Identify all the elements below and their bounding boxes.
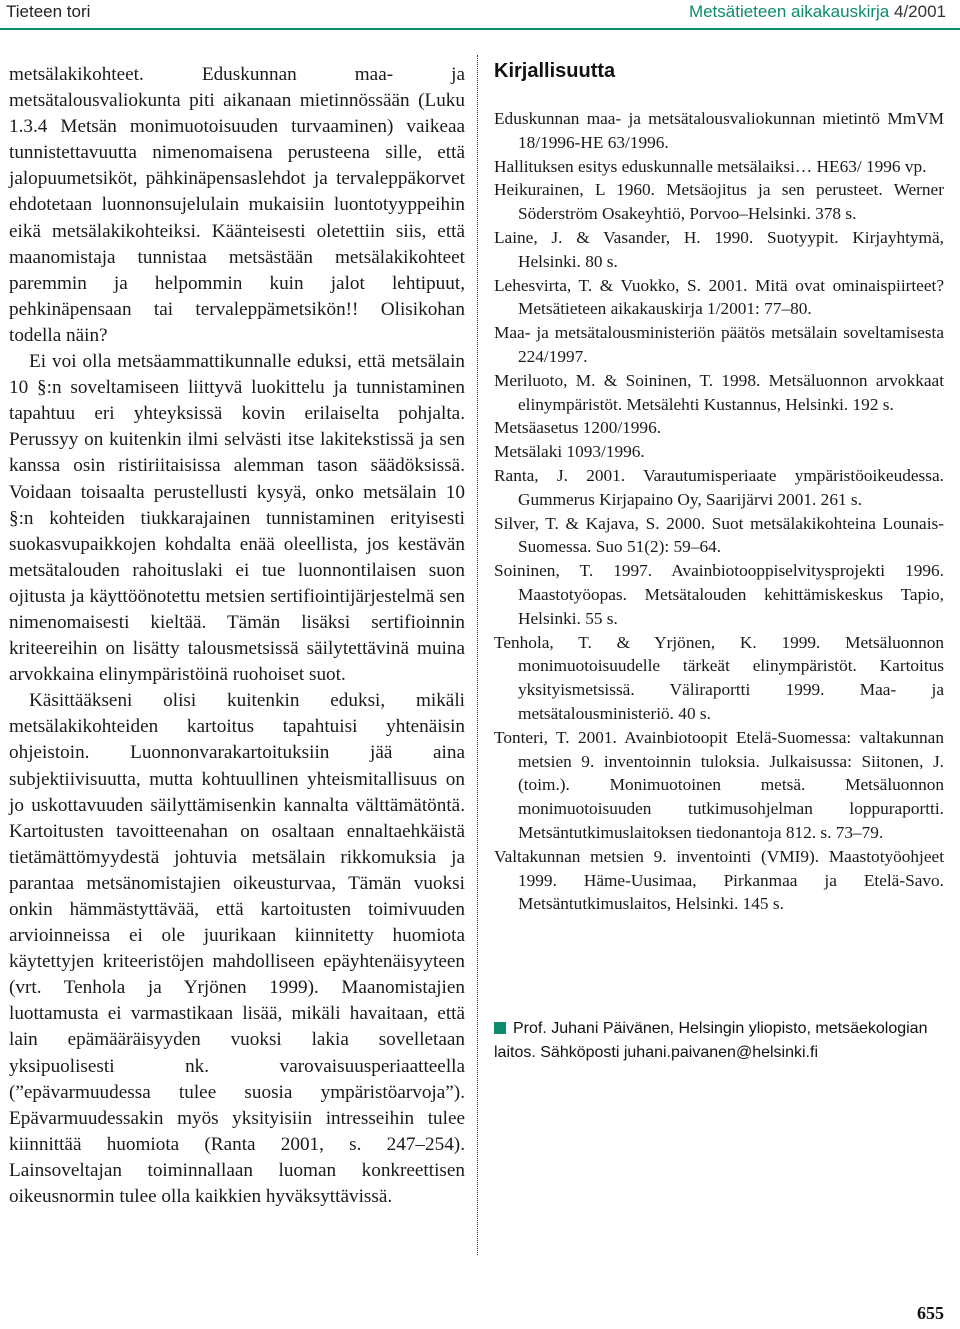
reference-item: Maa- ja metsätalousministeriön päätös metsälain soveltamisesta 224/1997. bbox=[494, 323, 944, 366]
journal-issue: 4/2001 bbox=[889, 2, 946, 21]
body-paragraph: Ei voi olla metsäammattikunnalle eduksi, että metsälain 10 §:n soveltamiseen liittyvä luokittelu ja tunnistaminen tapahtuu eri yhteyksissä kovin erilaiselta pohjalta. Perussyy on kuitenkin ilmi selvästi itse lakitekstissä ja sen kanssa osin ristiriitaisissa alemman tason säädöksissä. Voidaan toisaalta perustellusti kysyä, onko metsälain 10 §:n kohteiden tiukkarajainen tunnistaminen erityisesti suokasvupaikkojen kohdalta enää oleellista, jos kestävän metsätalouden rahoituslaki ei tue luonnontilaisen suon ojitusta ja käyttöönotettu metsien sertifiointijärjestelmä sen nimenomaisesti kieltää. Tämän lisäksi sertifioinnin kriteereihin on lisätty talousmetsissä säilytettävinä muina arvokkaina elinympäristöinä ruohoiset suot. bbox=[9, 351, 465, 686]
reference-item: Valtakunnan metsien 9. inventointi (VMI9). Maastotyöohjeet 1999. Häme-Uusimaa, Pirkanmaa ja Etelä-Savo. Metsäntutkimuslaitos, Helsinki. 145 s. bbox=[494, 846, 944, 914]
references-column bbox=[494, 60, 944, 916]
reference-item: Silver, T. & Kajava, S. 2000. Suot metsälakikohteina Lounais-Suomessa. Suo 51(2): 59–64. bbox=[494, 513, 944, 557]
author-note-text: Prof. Juhani Päivänen, Helsingin yliopisto, metsäekologian laitos. Sähköposti juhani.paivanen@helsinki.fi bbox=[494, 1020, 928, 1061]
main-text-column bbox=[9, 62, 465, 1210]
reference-item: Metsälaki 1093/1996. bbox=[494, 442, 645, 462]
square-bullet-icon bbox=[494, 1022, 506, 1034]
reference-item: Soininen, T. 1997. Avainbiotooppiselvitysprojekti 1996. Maastotyöopas. Metsätalouden kehittämiskeskus Tapio, Helsinki. 55 s. bbox=[494, 561, 944, 628]
page-number: 655 bbox=[917, 1303, 944, 1323]
section-label: Tieteen tori bbox=[6, 2, 91, 21]
author-note bbox=[494, 1017, 946, 1064]
reference-item: Meriluoto, M. & Soininen, T. 1998. Metsäluonnon arvokkaat elinympäristöt. Metsälehti Kustannus, Helsinki. 192 s. bbox=[494, 370, 944, 414]
reference-item: Eduskunnan maa- ja metsätalousvaliokunnan mietintö MmVM 18/1996-HE 63/1996. bbox=[494, 109, 944, 152]
reference-item: Tonteri, T. 2001. Avainbiotoopit Etelä-Suomessa: valtakunnan metsien 9. inventoinnin tuloksia. Julkaisussa: Siitonen, J. (toim.). Monimuotoinen metsä. Metsäluonnon monimuotoisuuden tutkimusohjelman loppuraportti. Metsäntutkimuslaitoksen tiedonantoja 812. s. 73–79. bbox=[494, 727, 944, 842]
reference-item: Metsäasetus 1200/1996. bbox=[494, 418, 662, 438]
reference-item: Lehesvirta, T. & Vuokko, S. 2001. Mitä ovat ominaispiirteet? Metsätieteen aikakauskirja 1/2001: 77–80. bbox=[494, 275, 944, 319]
references-title: Kirjallisuutta bbox=[494, 60, 616, 82]
references-list bbox=[494, 107, 944, 916]
body-paragraph: metsälakikohteet. Eduskunnan maa- ja metsätalousvaliokunta piti aikanaan mietinnössään (Luku 1.3.4 Metsän monimuotoisuuden turvaaminen) vaikeaa tunnistettavuutta nimenomaisena perusteena sille, että jalopuumetsiköt, pähkinäpensaslehdot ja tervaleppäkorvet ehdotetaan luonnonsujelulain mukaisiin luontotyyppeihin eikä metsälakikohteiksi. Käänteisesti oletettiin siis, että maanomistaja tunnistaa metsästään metsälakikohteet paremmin ja helpommin kuin jalot lehtipuut, pehkinäpensaan tai tervaleppämetsikön!! Olisikohan todella näin? bbox=[9, 64, 465, 346]
reference-item: Hallituksen esitys eduskunnalle metsälaiksi… HE63/ 1996 vp. bbox=[494, 156, 927, 176]
reference-item: Laine, J. & Vasander, H. 1990. Suotyypit. Kirjayhtymä, Helsinki. 80 s. bbox=[494, 227, 944, 271]
journal-title: Metsätieteen aikakauskirja bbox=[688, 2, 890, 21]
reference-item: Tenhola, T. & Yrjönen, K. 1999. Metsäluonnon monimuotoisuudelle tärkeät elinympäristöt. Kartoitus yksityismetsissä. Väliraportti 1999. Maa- ja metsätalousministeriö. 40 s. bbox=[494, 632, 944, 723]
reference-item: Ranta, J. 2001. Varautumisperiaate ympäristöoikeudessa. Gummerus Kirjapaino Oy, Saarijärvi 2001. 261 s. bbox=[494, 465, 944, 509]
journal-header bbox=[689, 2, 946, 22]
reference-item: Heikurainen, L 1960. Metsäojitus ja sen perusteet. Werner Söderström Osakeyhtiö, Porvoo–Helsinki. 378 s. bbox=[494, 180, 944, 224]
header-divider bbox=[0, 28, 960, 30]
body-paragraph: Käsittääkseni olisi kuitenkin eduksi, mikäli metsälakikohteiden kartoitus tapahtuisi yhtenäisin ohjeistoin. Luonnonvarakartoituksiin jää aina subjektiivisuutta, mutta kohtuullinen yhteismitallisuus on jo uskottavuuden säilyttämisenkin kannalta välttämätöntä. Kartoitusten tavoitteenahan on osaltaan ennaltaehkäistä tietämättömyydestä johtuvia metsälain rikkomuksia ja parantaa metsänomistajien oikeusturvaa, Tämän vuoksi onkin hämmästyttävää, että kartoitusten toimivuuden arvioinneissa ei ole juurikaan kiinnitetty huomiota käytettyjen kriteeristöjen mahdolliseen epäyhtenäisyyteen (vrt. Tenhola ja Yrjönen 1999). Maanomistajien luottamusta ei varmastikaan lisää, mikäli havaitaan, että lain epämääräisyyden vuoksi lakia sovelletaan yksipuolisesti nk. varovaisuusperiaatteella (”epävarmuudessa tulee suosia ympäristöarvoja”). Epävarmuudessakin myös yksityisiin intresseihin tulee kiinnittää huomiota (Ranta 2001, s. 247–254). Lainsoveltajan toiminnallaan luoman konkreettisen oikeusnormin tulee olla kaikkien hyväksyttävissä. bbox=[9, 690, 465, 1208]
column-divider bbox=[477, 55, 478, 1255]
